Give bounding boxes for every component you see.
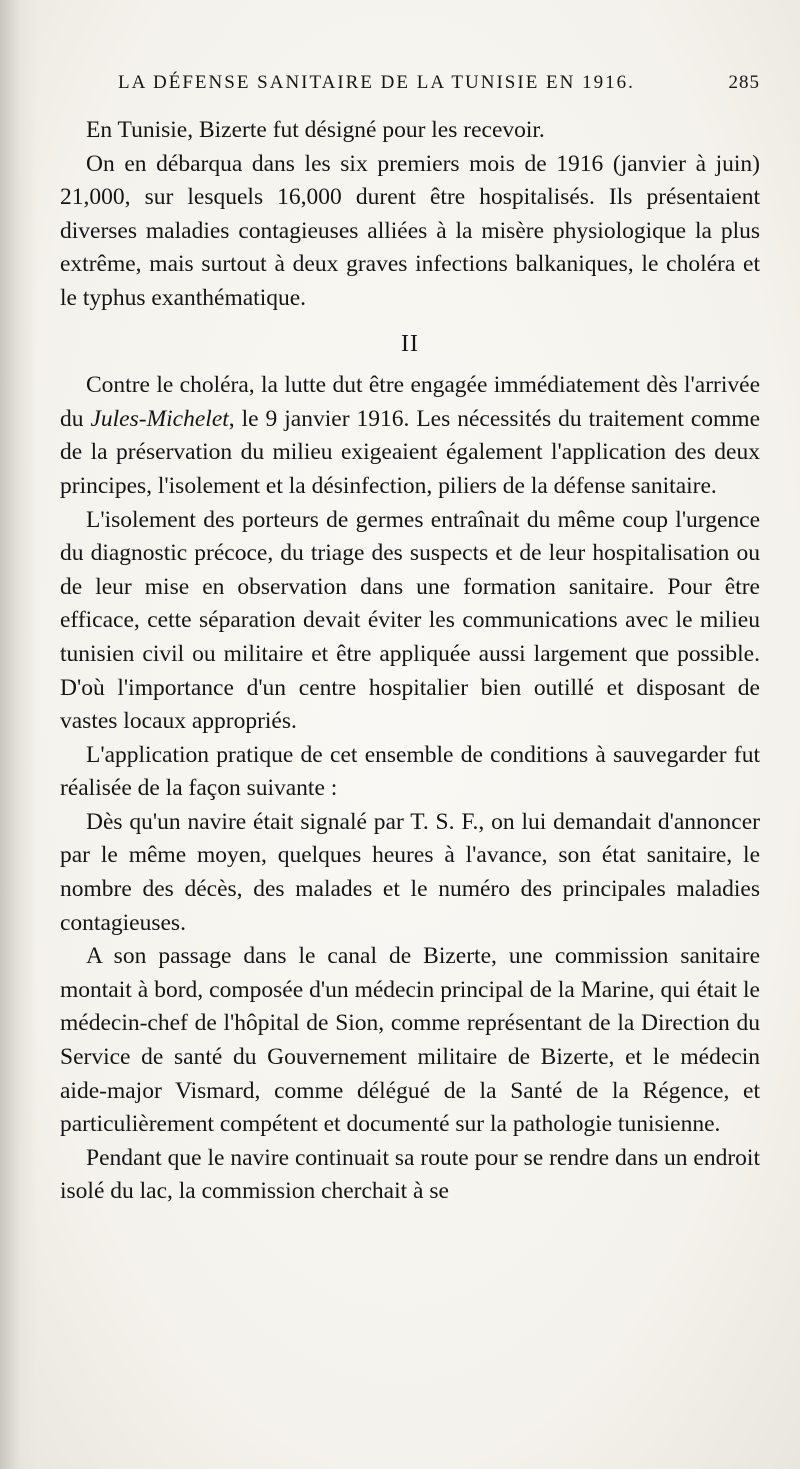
section-heading: II (401, 330, 419, 357)
running-header (118, 72, 760, 102)
paragraph-3 (60, 369, 760, 503)
paragraph-1: En Tunisie, Bizerte fut désigné pour les recevoir. (86, 117, 545, 143)
paragraph-3-start: Contre le choléra, la lutte dut être engagée immédiatement dès l'arrivée du (60, 372, 760, 432)
page-number: 285 (728, 72, 760, 93)
paragraph-4: L'isolement des porteurs de germes entraînait du même coup l'urgence du diagnostic précoce, du triage des suspects et de leur hospitalisation ou de leur mise en observation dans une formation sanitaire. Pour être efficace, cette séparation devait éviter les communications avec le milieu tunisien civil ou militaire et être appliquée aussi largement que possible. D'où l'importance d'un centre hospitalier bien outillé et disposant de vastes locaux appropriés. (60, 506, 760, 735)
page-gutter-shadow (0, 0, 38, 1469)
paragraph-3-end: , le 9 janvier 1916. Les nécessités du traitement comme de la préservation du milieu exigeaient également l'application des deux principes, l'isolement et la désinfection, piliers de la défense sanitaire. (60, 405, 761, 499)
paragraph-5: L'application pratique de cet ensemble de conditions à sauvegarder fut réalisée de la façon suivante : (60, 741, 760, 802)
ship-name: Jules-Michelet (90, 405, 229, 432)
running-title: LA DÉFENSE SANITAIRE DE LA TUNISIE EN 1916. (118, 72, 635, 93)
paragraph-2: On en débarqua dans les six premiers mois de 1916 (janvier à juin) 21,000, sur lesquels 16,000 durent être hospitalisés. Ils présentaient diverses maladies contagieuses alliées à la misère physiologique la plus extrême, mais surtout à deux graves infections balkaniques, le choléra et le typhus exanthématique. (60, 150, 760, 311)
body-text (60, 114, 760, 1209)
paragraph-6: Dès qu'un navire était signalé par T. S. F., on lui demandait d'annoncer par le même moyen, quelques heures à l'avance, son état sanitaire, le nombre des décès, des malades et le numéro des principales maladies contagieuses. (60, 808, 760, 936)
paragraph-8: Pendant que le navire continuait sa route pour se rendre dans un endroit isolé du lac, la commission cherchait à se (60, 1144, 760, 1205)
paragraph-7: A son passage dans le canal de Bizerte, une commission sanitaire montait à bord, composée d'un médecin principal de la Marine, qui était le médecin-chef de l'hôpital de Sion, comme représentant de la Direction du Service de santé du Gouvernement militaire de Bizerte, et le médecin aide-major Vismard, comme délégué de la Santé de la Régence, et particulièrement compétent et documenté sur la pathologie tunisienne. (60, 943, 760, 1138)
